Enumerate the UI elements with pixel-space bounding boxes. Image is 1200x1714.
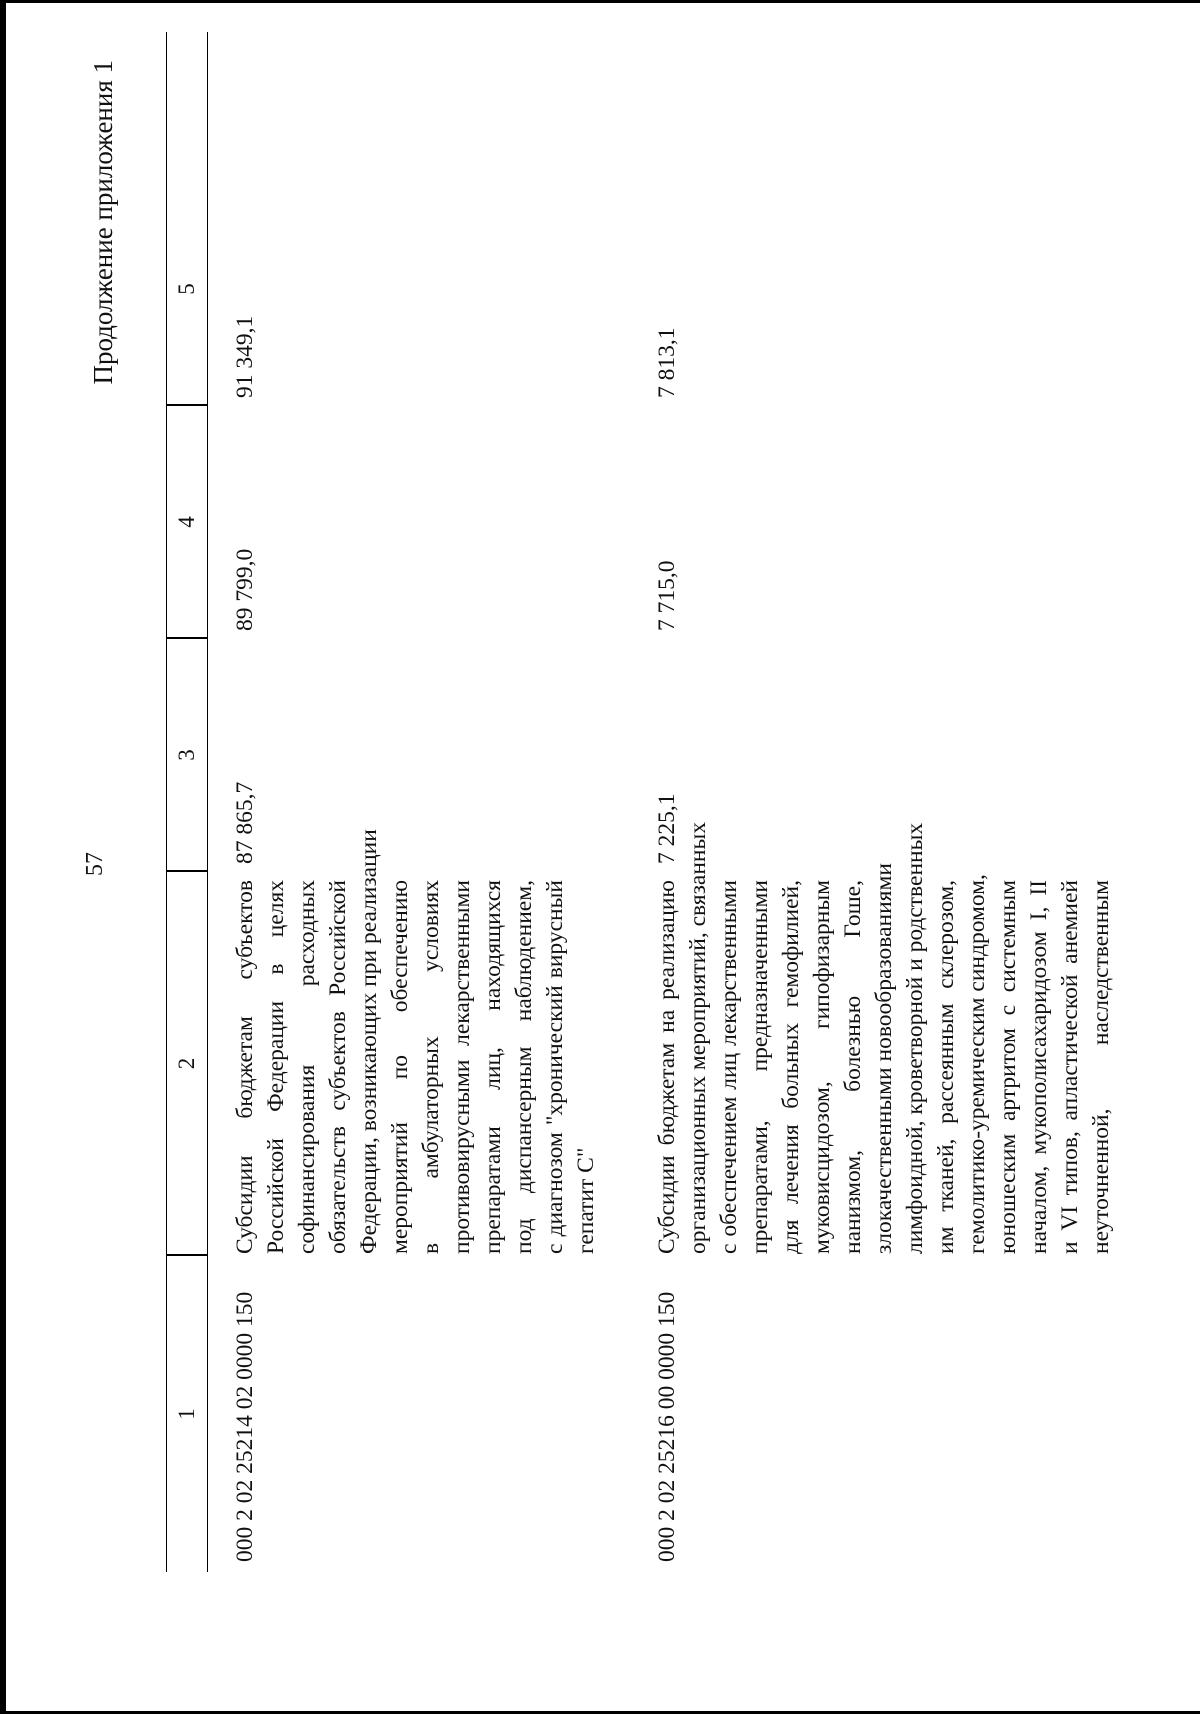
description-line: гепатит С": [573, 1147, 599, 1254]
description-line: организационных мероприятий, связанных: [685, 821, 711, 1254]
header-col-2: 2: [174, 1057, 199, 1070]
value-col-4: 89 799,0: [232, 548, 258, 631]
description-line: для лечения больных гемофилией,: [778, 880, 804, 1254]
description-line: Субсидии бюджетам субъектов: [232, 880, 258, 1254]
budget-code: 000 2 02 25214 02 0000 150: [232, 1291, 258, 1562]
description-line: с обеспечением лиц лекарственными: [716, 880, 742, 1254]
budget-code: 000 2 02 25216 00 0000 150: [654, 1291, 680, 1562]
description-line: препаратами, предназначенными: [747, 880, 773, 1254]
description-line: мероприятий по обеспечению: [387, 880, 413, 1254]
description-line: Российской Федерации в целях: [263, 880, 289, 1254]
table-header: [166, 32, 208, 1572]
description-line: началом, мукополисахаридозом I, II: [1026, 880, 1052, 1254]
description-line: и VI типов, апластической анемией: [1057, 880, 1083, 1254]
description-line: обязательств субъектов Российской: [325, 880, 351, 1254]
value-col-5: 91 349,1: [232, 315, 258, 398]
description-line: гемолитико-уремическим синдромом,: [964, 874, 990, 1254]
description-line: противовирусными лекарственными: [449, 880, 475, 1254]
continuation-title: Продолжение приложения 1: [88, 60, 118, 385]
header-col-5: 5: [174, 283, 199, 295]
description-line: с диагнозом "хронический вирусный: [542, 880, 568, 1254]
budget-table: [166, 32, 1114, 1572]
description-line: нанизмом, болезнью Гоше,: [840, 880, 866, 1254]
description-line: софинансирования расходных: [294, 880, 320, 1254]
description-line: лимфоидной, кроветворной и родственных: [902, 822, 928, 1254]
description-line: в амбулаторных условиях: [418, 880, 444, 1254]
description-line: им тканей, рассеянным склерозом,: [933, 880, 959, 1254]
description-line: юношеским артритом с системным: [995, 880, 1021, 1254]
description-line: неуточненной, наследственным: [1088, 880, 1114, 1254]
description-line: под диспансерным наблюдением,: [511, 880, 537, 1254]
value-col-3: 87 865,7: [232, 781, 258, 864]
description-line: Субсидии бюджетам на реализацию: [654, 880, 680, 1254]
page-number: 57: [82, 852, 108, 876]
value-col-3: 7 225,1: [654, 793, 680, 864]
header-col-4: 4: [174, 516, 199, 528]
header-col-1: 1: [174, 1408, 199, 1420]
description-line: муковисцидозом, гипофизарным: [809, 880, 835, 1254]
header-col-3: 3: [174, 749, 199, 761]
description-line: препаратами лиц, находящихся: [480, 880, 506, 1254]
row-description: [230, 829, 602, 1254]
description-line: Федерации, возникающих при реализации: [356, 829, 382, 1254]
description-line: злокачественными новообразованиями: [871, 863, 897, 1254]
value-col-4: 7 715,0: [654, 560, 680, 631]
value-col-5: 7 813,1: [654, 327, 680, 398]
